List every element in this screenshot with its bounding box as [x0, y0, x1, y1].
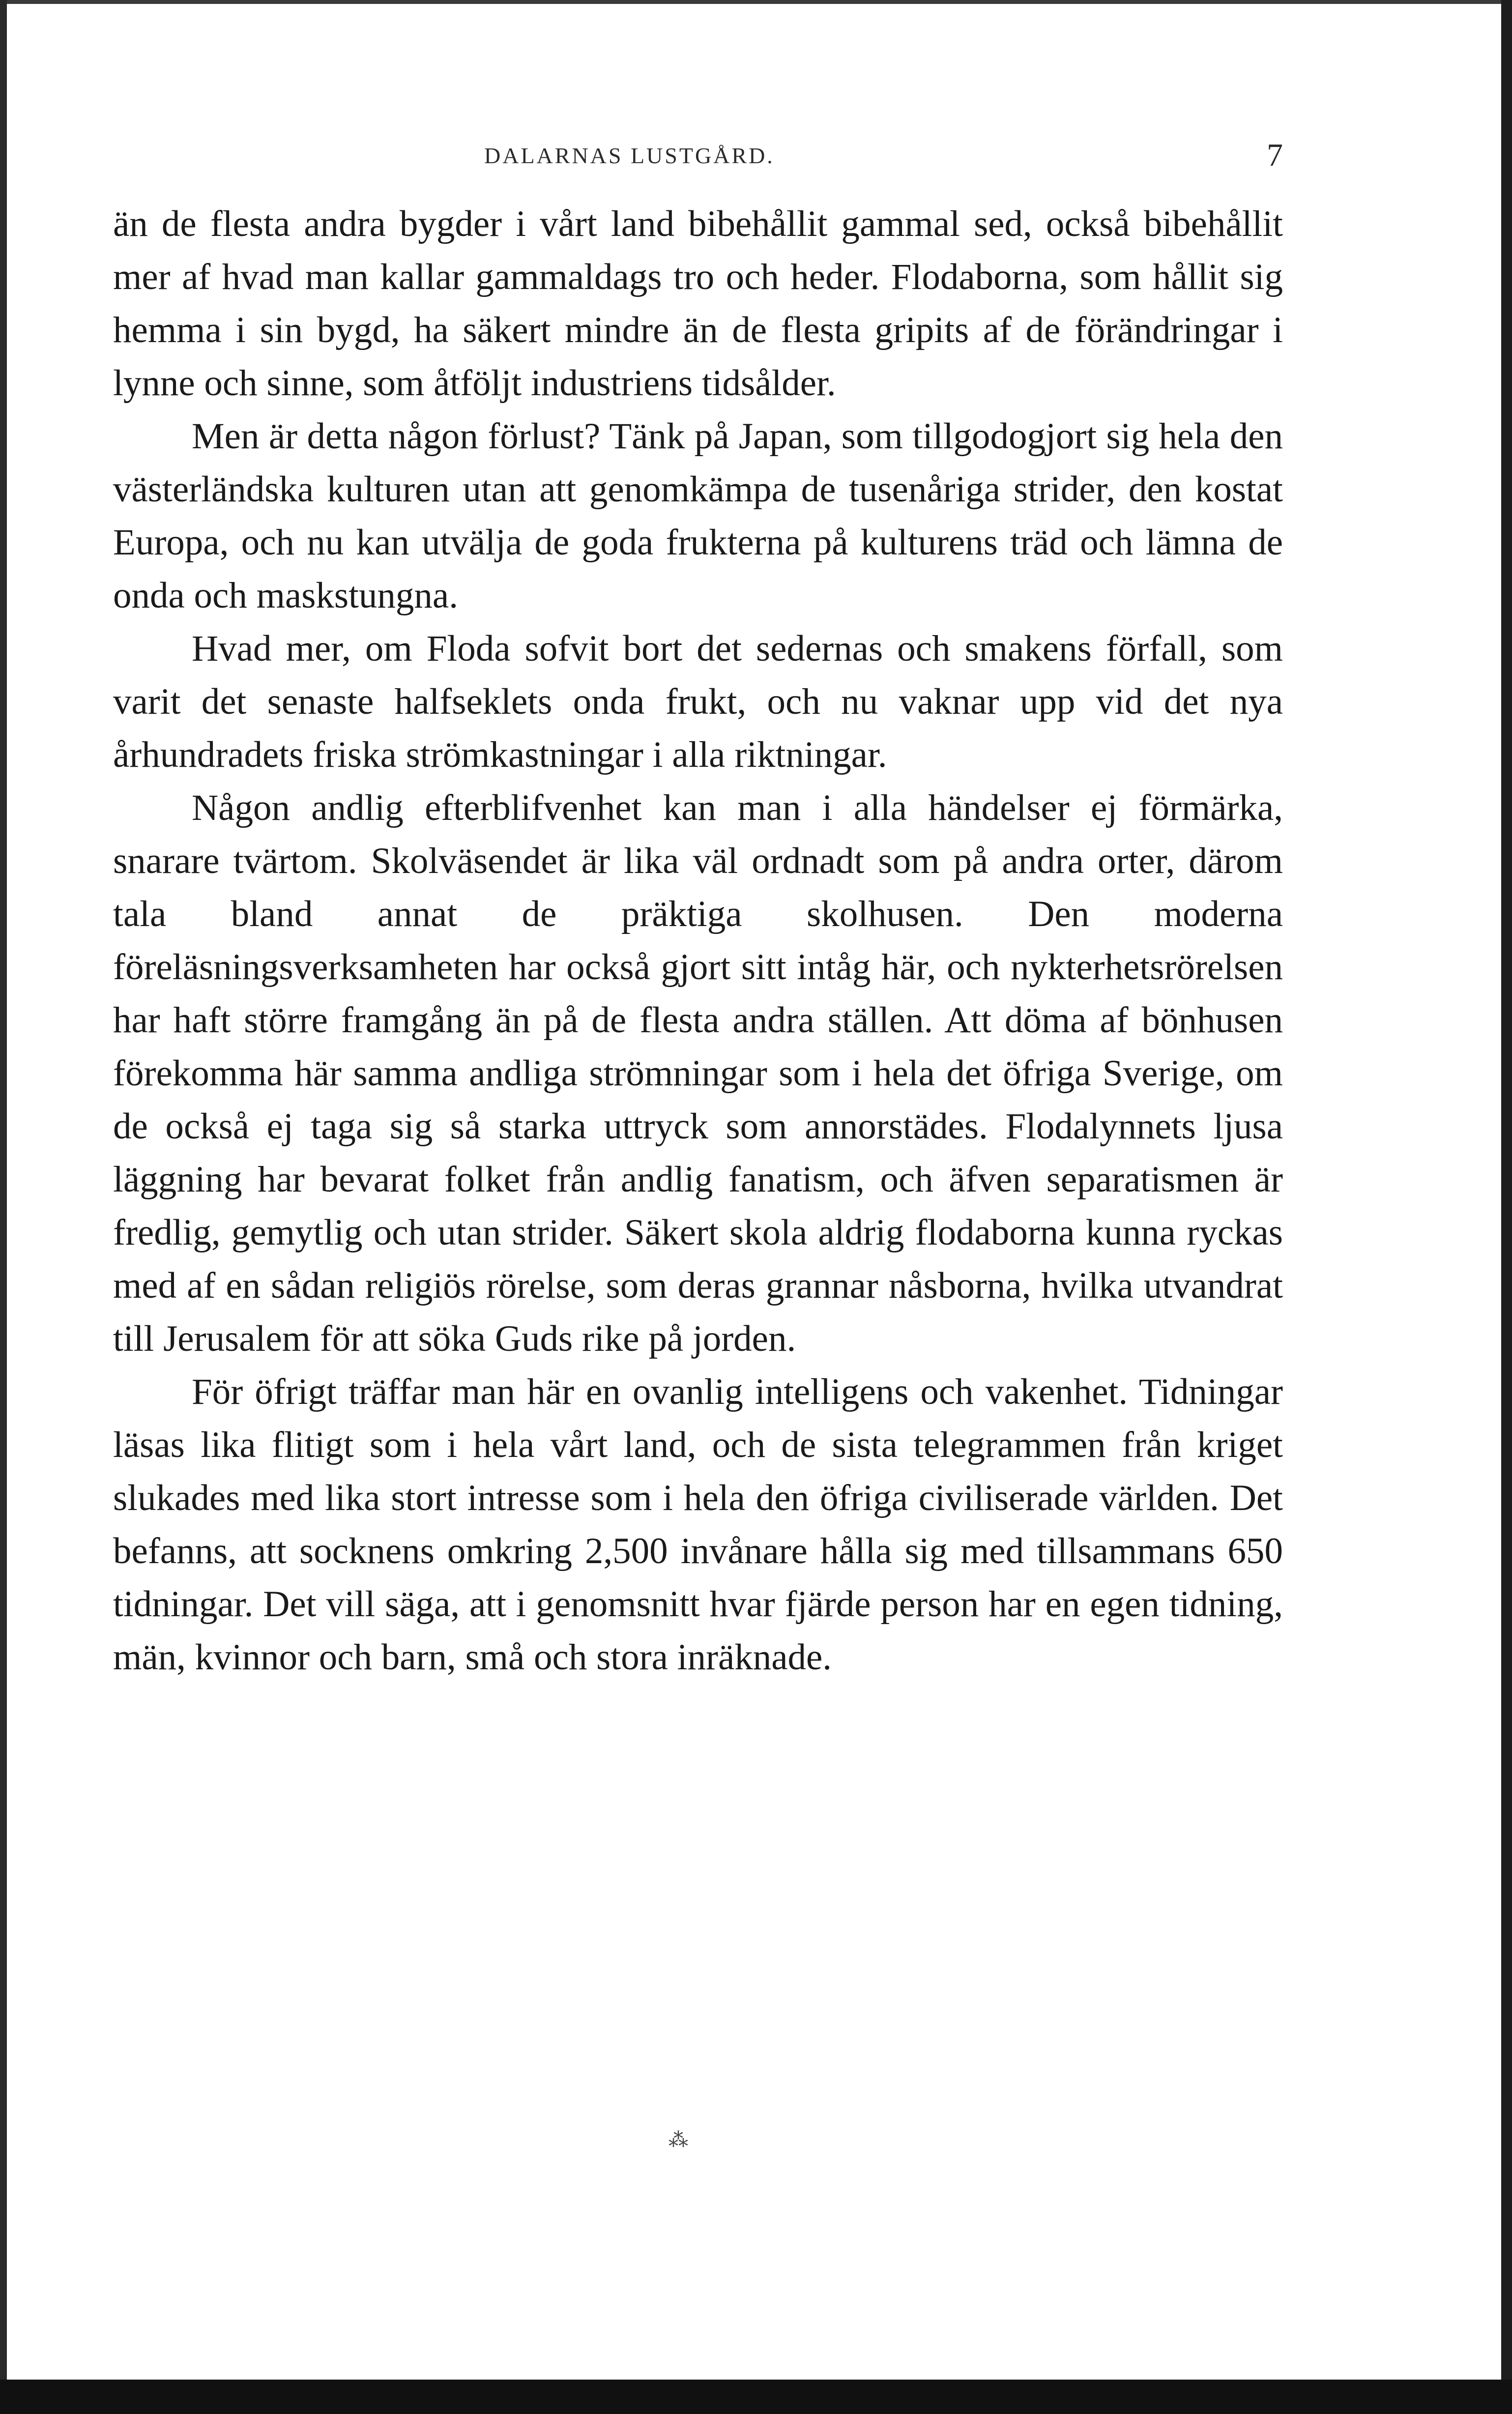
paragraph: Någon andlig efterblifvenhet kan man i alla händelser ej förmärka, snarare tvärtom. Skolväsendet är lika väl ordnadt som på andra orter, därom tala bland annat de präktiga skolhusen. Den moderna föreläsningsverksamheten har också gjort sitt intåg här, och nykterhetsrörelsen har haft större framgång än på de flesta andra ställen. Att döma af bönhusen förekomma här samma andliga strömningar som i hela det öfriga Sverige, om de också ej taga sig så starka uttryck som annorstädes. Flodalynnets ljusa läggning har bevarat folket från andlig fanatism, och äfven separatismen är fredlig, gemytlig och utan strider. Säkert skola aldrig flodaborna kunna ryckas med af en sådan religiös rörelse, som deras grannar nåsborna, hvilka utvandrat till Jerusalem för att söka Guds rike på jorden.	[113, 787, 1283, 1359]
page-number: 7	[1267, 137, 1283, 173]
section-ornament: ⁂	[669, 2129, 688, 2151]
scan-border-left	[0, 0, 7, 2414]
paragraph: För öfrigt träffar man här en ovanlig intelligens och vakenhet. Tidningar läsas lika flitigt som i hela vårt land, och de sista telegrammen från kriget slukades med lika stort intresse som i hela den öfriga civiliserade världen. Det befanns, att socknens omkring 2,500 invånare hålla sig med tillsammans 650 tidningar. Det vill säga, att i genomsnitt hvar fjärde person har en egen tidning, män, kvinnor och barn, små och stora inräknade.	[113, 1371, 1283, 1678]
scan-border-bottom	[0, 2380, 1512, 2414]
running-title: DALARNAS LUSTGÅRD.	[484, 143, 775, 168]
body-text	[113, 198, 1283, 1684]
running-head	[113, 133, 1283, 192]
paragraph: Men är detta någon förlust? Tänk på Japan, som tillgodogjort sig hela den västerländska kulturen utan att genomkämpa de tusenåriga strider, den kostat Europa, och nu kan utvälja de goda frukterna på kulturens träd och lämna de onda och maskstungna.	[113, 416, 1283, 616]
scan-border-top	[0, 0, 1512, 4]
scan-border-right	[1501, 0, 1512, 2414]
paragraph: Hvad mer, om Floda sofvit bort det sedernas och smakens förfall, som varit det senaste halfseklets onda frukt, och nu vaknar upp vid det nya århundradets friska strömkastningar i alla riktningar.	[113, 628, 1283, 775]
book-page	[113, 133, 1283, 1684]
paragraph-continued: än de flesta andra bygder i vårt land bibehållit gammal sed, också bibehållit mer af hvad man kallar gammaldags tro och heder. Flodaborna, som hållit sig hemma i sin bygd, ha säkert mindre än de flesta gripits af de förändringar i lynne och sinne, som åtföljt industriens tidsålder.	[113, 204, 1283, 404]
